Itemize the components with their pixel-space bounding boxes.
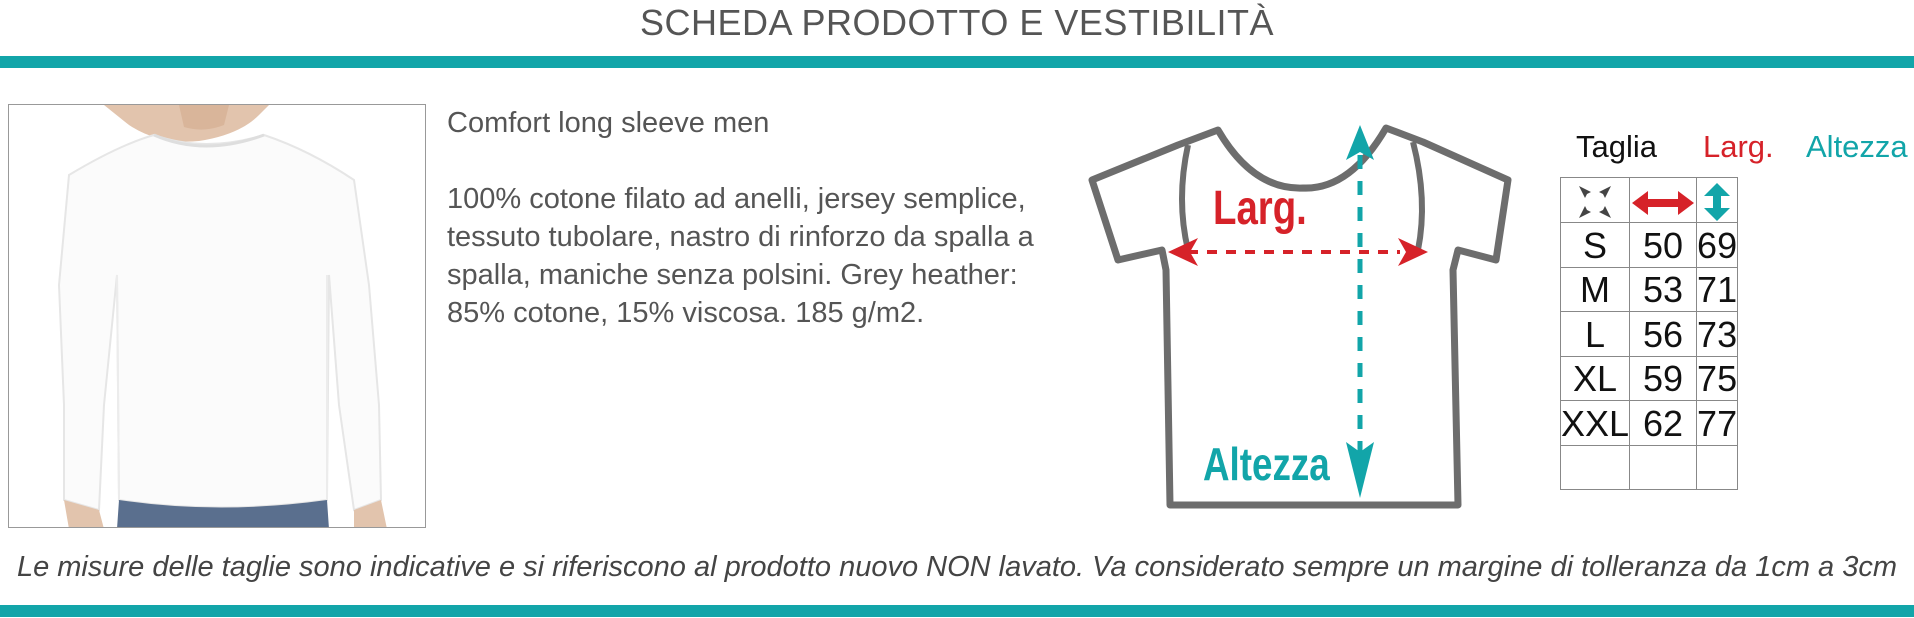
page-title: SCHEDA PRODOTTO E VESTIBILITÀ	[640, 2, 1274, 43]
height-cell: 75	[1697, 358, 1738, 400]
description-line: tessuto tubolare, nastro di rinforzo da spalla a	[447, 221, 1034, 253]
cross-arrows-icon	[1575, 182, 1615, 222]
height-cell: 71	[1697, 269, 1738, 311]
description-line: 100% cotone filato ad anelli, jersey semplice,	[447, 183, 1026, 215]
table-row	[1561, 356, 1738, 401]
product-name: Comfort long sleeve men	[447, 107, 770, 139]
size-cell: XL	[1561, 356, 1630, 401]
product-description	[447, 104, 1087, 332]
size-cell: L	[1561, 312, 1630, 357]
product-photo	[8, 104, 426, 528]
icon-row	[1561, 178, 1738, 223]
table-row	[1561, 401, 1738, 446]
height-column-header: Altezza	[1806, 129, 1908, 164]
vertical-double-arrow-icon	[1702, 182, 1732, 222]
table-row	[1561, 267, 1738, 312]
description-line: spalla, maniche senza polsini. Grey heather:	[447, 259, 1018, 291]
size-column-header: Taglia	[1576, 129, 1657, 164]
size-cell: M	[1561, 267, 1630, 312]
width-cell	[1630, 445, 1697, 490]
sizing-disclaimer: Le misure delle taglie sono indicative e si riferiscono al prodotto nuovo NON lavato. Va considerato sempre un margine di tolleranza da 1cm a 3cm	[16, 551, 1898, 583]
width-column-header: Larg.	[1703, 129, 1774, 164]
size-table	[1560, 177, 1738, 490]
height-cell: 77	[1697, 402, 1738, 444]
table-row	[1561, 445, 1738, 490]
table-row	[1561, 223, 1738, 268]
height-arrow-top	[1346, 125, 1374, 160]
height-cell	[1697, 445, 1738, 490]
table-row	[1561, 312, 1738, 357]
height-cell: 69	[1697, 224, 1738, 266]
bottom-divider	[0, 605, 1914, 617]
size-cell: S	[1561, 223, 1630, 268]
diagram-height-label: Altezza	[1203, 438, 1330, 490]
size-cell: XXL	[1561, 402, 1630, 444]
width-cell: 50	[1630, 223, 1697, 268]
width-cell: 56	[1630, 312, 1697, 357]
width-cell: 62	[1630, 401, 1697, 446]
height-cell: 73	[1697, 313, 1738, 355]
diagram-width-label: Larg.	[1213, 182, 1307, 236]
top-divider	[0, 56, 1914, 68]
tshirt-measure-diagram	[1088, 120, 1518, 525]
size-cell	[1561, 445, 1630, 490]
width-cell: 53	[1630, 267, 1697, 312]
width-cell: 59	[1630, 356, 1697, 401]
horizontal-double-arrow-icon	[1630, 188, 1696, 218]
description-line: 85% cotone, 15% viscosa. 185 g/m2.	[447, 297, 925, 329]
